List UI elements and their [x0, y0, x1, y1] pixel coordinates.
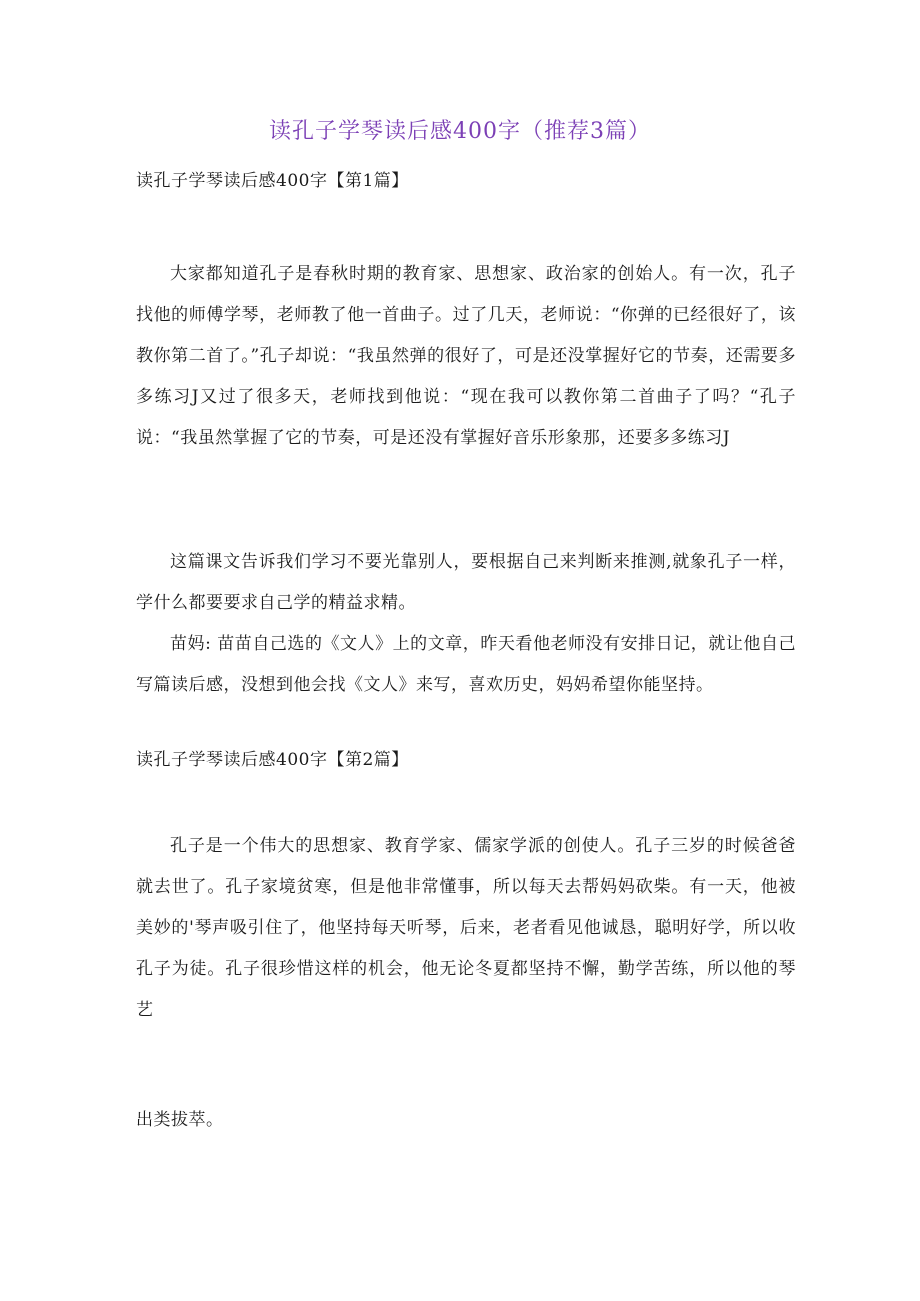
- section-1-heading: 读孔子学琴读后感400字【第1篇】: [136, 171, 409, 191]
- section-2-heading: 读孔子学琴读后感400字【第2篇】: [136, 750, 409, 770]
- document-title: 读孔子学琴读后感400字（推荐3篇）: [269, 119, 651, 144]
- section-1-paragraph-3: 苗妈: 苗苗自己选的《文人》上的文章，昨天看他老师没有安排日记，就让他自己写篇读后感，没想到他会找《文人》来写，喜欢历史，妈妈希望你能坚持。: [136, 634, 796, 695]
- section-2-paragraph-2: 出类拔萃。: [136, 1110, 224, 1130]
- section-1-paragraph-2: 这篇课文告诉我们学习不要光靠别人，要根据自己来判断来推测,就象孔子一样，学什么都要要求自己学的精益求精。: [136, 552, 796, 613]
- section-1-paragraph-1: 大家都知道孔子是春秋时期的教育家、思想家、政治家的创始人。有一次，孔子找他的师傅学琴，老师教了他一首曲子。过了几天，老师说：“你弹的已经很好了，该教你第二首了。”孔子却说：“我虽然弹的很好了，可是还没掌握好它的节奏，还需要多多练习J又过了很多天，老师找到他说：“现在我可以教你第二首曲子了吗？“孔子说：“我虽然掌握了它的节奏，可是还没有掌握好音乐形象那，还要多多练习J: [136, 264, 796, 448]
- section-2-paragraph-1: 孔子是一个伟大的思想家、教育学家、儒家学派的创使人。孔子三岁的时候爸爸就去世了。孔子家境贫寒，但是他非常懂事，所以每天去帮妈妈砍柴。有一天，他被美妙的'琴声吸引住了，他坚持每天听琴，后来，老者看见他诚恳，聪明好学，所以收孔子为徒。孔子很珍惜这样的机会，他无论冬夏都坚持不懈，勤学苦练，所以他的琴艺: [136, 836, 796, 1020]
